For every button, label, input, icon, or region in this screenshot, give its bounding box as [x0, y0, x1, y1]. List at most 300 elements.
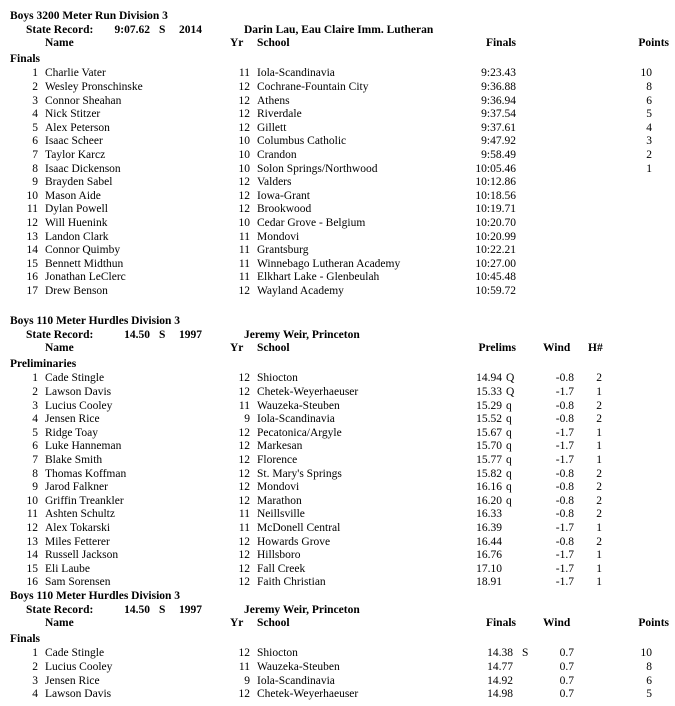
- athlete-name: Ashten Schultz: [45, 508, 115, 521]
- athlete-name: Jarod Falkner: [45, 481, 108, 494]
- header-school: School: [257, 342, 290, 355]
- school: Chetek-Weyerhaeuser: [257, 688, 359, 701]
- place: 3: [32, 94, 38, 107]
- result-row: [0, 163, 675, 177]
- prelim-time: 15.77: [476, 454, 502, 466]
- school: Faith Christian: [257, 576, 326, 589]
- athlete-name: Lawson Davis: [45, 386, 112, 398]
- round-name: Preliminaries: [10, 357, 77, 370]
- wind: -1.7: [555, 440, 574, 453]
- wind: -0.8: [555, 481, 574, 494]
- year: 12: [238, 285, 250, 297]
- result-row: [0, 647, 675, 661]
- event-title: [0, 10, 675, 24]
- record-flag: S: [159, 603, 166, 616]
- athlete-name: Jonathan LeClerc: [45, 271, 126, 284]
- athlete-name: Jensen Rice: [45, 674, 100, 687]
- heat: 1: [596, 454, 602, 466]
- final-time: 14.77: [487, 661, 513, 673]
- athlete-name: Nick Stitzer: [45, 108, 101, 121]
- year: 10: [238, 217, 250, 229]
- qualifier: q: [506, 494, 512, 507]
- school: Shiocton: [257, 372, 298, 385]
- final-time: 14.38: [487, 647, 513, 660]
- heat: 1: [596, 562, 602, 575]
- column-headers: [0, 37, 675, 51]
- school: Mondovi: [257, 481, 300, 494]
- year: 11: [238, 399, 250, 412]
- school: Wauzeka-Steuben: [257, 399, 340, 412]
- points: 8: [646, 661, 652, 673]
- heat: 1: [596, 426, 602, 439]
- heat: 2: [596, 481, 602, 494]
- athlete-name: Brayden Sabel: [45, 176, 113, 189]
- result-row: [0, 372, 675, 386]
- athlete-name: Russell Jackson: [45, 549, 119, 562]
- place: 5: [32, 121, 38, 134]
- school: Hillsboro: [257, 549, 301, 562]
- year: 12: [238, 108, 250, 121]
- school: Crandon: [257, 149, 297, 161]
- prelim-time: 16.20: [476, 494, 502, 507]
- athlete-name: Eli Laube: [45, 562, 91, 575]
- school: Columbus Catholic: [257, 135, 347, 148]
- qualifier: q: [506, 399, 512, 412]
- qualifier: q: [506, 467, 512, 480]
- place: 7: [32, 149, 38, 161]
- header-prelims: Prelims: [478, 342, 516, 355]
- heat: 2: [596, 372, 602, 385]
- wind: -1.7: [555, 426, 574, 439]
- place: 3: [32, 399, 38, 412]
- athlete-name: Lucius Cooley: [45, 661, 113, 673]
- place: 14: [26, 549, 38, 562]
- school: Cochrane-Fountain City: [257, 81, 369, 93]
- record-flag: S: [522, 647, 529, 660]
- result-row: [0, 122, 675, 136]
- result-row: [0, 203, 675, 217]
- year: 12: [238, 121, 250, 134]
- qualifier: Q: [506, 372, 515, 385]
- state-record: [0, 329, 675, 343]
- school: Florence: [257, 454, 298, 466]
- year: 12: [238, 81, 250, 93]
- result-row: [0, 522, 675, 536]
- round-label: [0, 358, 675, 372]
- place: 8: [32, 162, 38, 175]
- heat: 2: [596, 535, 602, 548]
- result-row: [0, 427, 675, 441]
- wind: -1.7: [555, 576, 574, 589]
- points: 5: [646, 108, 652, 121]
- school: Riverdale: [257, 108, 302, 121]
- wind: -0.8: [555, 467, 574, 480]
- place: 4: [32, 108, 38, 121]
- year: 12: [238, 647, 250, 660]
- result-row: [0, 271, 675, 285]
- final-time: 10:12.86: [475, 176, 516, 189]
- final-time: 14.98: [487, 688, 513, 701]
- points: 8: [646, 81, 652, 93]
- qualifier: q: [506, 440, 512, 453]
- qualifier: q: [506, 481, 512, 494]
- header-school: School: [257, 37, 290, 50]
- record-year: 1997: [179, 603, 202, 616]
- points: 6: [646, 674, 652, 687]
- final-time: 9:36.94: [481, 94, 516, 107]
- place: 10: [26, 494, 38, 507]
- place: 15: [26, 562, 38, 575]
- header-name: Name: [45, 342, 74, 355]
- wind: -1.7: [555, 386, 574, 398]
- heat: 1: [596, 386, 602, 398]
- prelim-time: 15.70: [476, 440, 502, 453]
- year: 12: [238, 440, 250, 453]
- points: 1: [646, 162, 652, 175]
- final-time: 10:05.46: [475, 162, 516, 175]
- year: 11: [238, 244, 250, 257]
- place: 16: [26, 271, 38, 284]
- result-row: [0, 244, 675, 258]
- year: 12: [238, 203, 250, 216]
- athlete-name: Alex Tokarski: [45, 522, 111, 534]
- header-wind: Wind: [543, 342, 571, 355]
- result-row: [0, 285, 675, 299]
- round-label: [0, 53, 675, 67]
- column-headers: [0, 617, 675, 631]
- place: 8: [32, 467, 38, 480]
- result-row: [0, 508, 675, 522]
- result-row: [0, 95, 675, 109]
- athlete-name: Connor Sheahan: [45, 94, 122, 107]
- year: 11: [238, 230, 250, 243]
- result-row: [0, 67, 675, 81]
- year: 12: [238, 189, 250, 202]
- athlete-name: Lawson Davis: [45, 688, 112, 701]
- place: 17: [26, 285, 38, 297]
- final-time: 10:20.70: [475, 217, 516, 229]
- year: 12: [238, 688, 250, 701]
- header-school: School: [257, 617, 290, 630]
- result-row: [0, 400, 675, 414]
- school: Shiocton: [257, 647, 298, 660]
- record-holder: Darin Lau, Eau Claire Imm. Lutheran: [244, 23, 434, 36]
- year: 12: [238, 549, 250, 562]
- wind: -1.7: [555, 562, 574, 575]
- points: 4: [646, 121, 652, 134]
- event-title-text: Boys 110 Meter Hurdles Division 3: [10, 315, 181, 327]
- place: 4: [32, 688, 38, 701]
- school: Solon Springs/Northwood: [257, 162, 378, 175]
- place: 10: [26, 189, 38, 202]
- athlete-name: Wesley Pronschinske: [45, 81, 143, 93]
- result-row: [0, 481, 675, 495]
- school: Marathon: [257, 494, 302, 507]
- year: 12: [238, 562, 250, 575]
- place: 1: [32, 647, 38, 660]
- school: Cedar Grove - Belgium: [257, 217, 366, 229]
- wind: -0.8: [555, 413, 574, 426]
- result-row: [0, 149, 675, 163]
- heat: 2: [596, 508, 602, 521]
- record-flag: S: [159, 328, 166, 341]
- points: 5: [646, 688, 652, 701]
- year: 10: [238, 162, 250, 175]
- prelim-time: 15.52: [476, 413, 502, 426]
- year: 12: [238, 494, 250, 507]
- school: Gillett: [257, 121, 287, 134]
- wind: 0.7: [559, 674, 574, 687]
- school: Winnebago Lutheran Academy: [257, 257, 401, 270]
- heat: 2: [596, 399, 602, 412]
- header-name: Name: [45, 37, 74, 50]
- round-label: [0, 633, 675, 647]
- record-label: State Record:: [26, 603, 94, 616]
- year: 9: [244, 413, 250, 426]
- athlete-name: Bennett Midthun: [45, 257, 124, 270]
- year: 12: [238, 467, 250, 480]
- record-holder: Jeremy Weir, Princeton: [244, 603, 360, 616]
- year: 10: [238, 135, 250, 148]
- final-time: 10:59.72: [475, 285, 516, 297]
- wind: 0.7: [559, 661, 574, 673]
- result-row: [0, 495, 675, 509]
- result-row: [0, 413, 675, 427]
- final-time: 10:18.56: [475, 189, 516, 202]
- record-label: State Record:: [26, 23, 94, 36]
- header-name: Name: [45, 617, 74, 630]
- athlete-name: Miles Fetterer: [45, 535, 110, 548]
- place: 6: [32, 440, 38, 453]
- school: Neillsville: [257, 508, 305, 521]
- header-yr: Yr: [230, 37, 244, 50]
- round-name: Finals: [10, 632, 41, 645]
- points: 10: [640, 647, 652, 660]
- athlete-name: Sam Sorensen: [45, 576, 111, 589]
- school: Valders: [257, 176, 292, 189]
- athlete-name: Luke Hanneman: [45, 440, 122, 453]
- final-time: 9:36.88: [481, 81, 516, 93]
- place: 5: [32, 426, 38, 439]
- athlete-name: Will Huenink: [45, 217, 108, 229]
- place: 14: [26, 244, 38, 257]
- final-time: 10:22.21: [475, 244, 516, 257]
- athlete-name: Isaac Scheer: [45, 135, 103, 148]
- place: 9: [32, 176, 38, 189]
- place: 2: [32, 81, 38, 93]
- place: 13: [26, 535, 38, 548]
- wind: -0.8: [555, 535, 574, 548]
- place: 1: [32, 372, 38, 385]
- school: McDonell Central: [257, 522, 341, 534]
- year: 11: [238, 661, 250, 673]
- year: 11: [238, 508, 250, 521]
- result-row: [0, 468, 675, 482]
- event-title: [0, 315, 675, 329]
- result-row: [0, 536, 675, 550]
- athlete-name: Alex Peterson: [45, 121, 110, 134]
- school: Fall Creek: [257, 562, 306, 575]
- wind: -0.8: [555, 399, 574, 412]
- place: 7: [32, 454, 38, 466]
- record-time: 14.50: [124, 328, 150, 341]
- place: 16: [26, 576, 38, 589]
- prelim-time: 16.33: [476, 508, 502, 521]
- record-flag: S: [159, 23, 166, 36]
- prelim-time: 15.82: [476, 467, 502, 480]
- year: 12: [238, 372, 250, 385]
- state-record: [0, 604, 675, 618]
- year: 12: [238, 535, 250, 548]
- athlete-name: Jensen Rice: [45, 413, 100, 426]
- school: Iola-Scandinavia: [257, 67, 335, 80]
- school: Howards Grove: [257, 535, 331, 548]
- year: 12: [238, 454, 250, 466]
- place: 3: [32, 674, 38, 687]
- school: Athens: [257, 94, 290, 107]
- school: Mondovi: [257, 230, 300, 243]
- wind: 0.7: [559, 688, 574, 701]
- final-time: 9:37.61: [481, 121, 516, 134]
- result-row: [0, 386, 675, 400]
- year: 10: [238, 149, 250, 161]
- final-time: 9:58.49: [481, 149, 516, 161]
- points: 6: [646, 94, 652, 107]
- final-time: 10:19.71: [475, 203, 516, 216]
- year: 11: [238, 271, 250, 284]
- heat: 1: [596, 522, 602, 534]
- wind: -0.8: [555, 508, 574, 521]
- place: 12: [26, 217, 38, 229]
- final-time: 9:47.92: [481, 135, 516, 148]
- athlete-name: Griffin Treankler: [45, 494, 124, 507]
- school: Iola-Scandinavia: [257, 674, 335, 687]
- year: 12: [238, 94, 250, 107]
- year: 11: [238, 67, 250, 80]
- year: 11: [238, 257, 250, 270]
- school: Pecatonica/Argyle: [257, 426, 342, 439]
- record-label: State Record:: [26, 328, 94, 341]
- heat: 1: [596, 549, 602, 562]
- prelim-time: 15.67: [476, 426, 502, 439]
- athlete-name: Connor Quimby: [45, 244, 121, 257]
- school: Elkhart Lake - Glenbeulah: [257, 271, 380, 284]
- final-time: 10:20.99: [475, 230, 516, 243]
- result-row: [0, 135, 675, 149]
- record-time: 14.50: [124, 603, 150, 616]
- result-row: [0, 549, 675, 563]
- result-row: [0, 81, 675, 95]
- result-row: [0, 176, 675, 190]
- athlete-name: Thomas Koffman: [45, 467, 127, 480]
- result-row: [0, 440, 675, 454]
- year: 12: [238, 426, 250, 439]
- event-title: [0, 590, 675, 604]
- wind: -1.7: [555, 549, 574, 562]
- school: St. Mary's Springs: [257, 467, 342, 480]
- column-headers: [0, 342, 675, 356]
- place: 2: [32, 661, 38, 673]
- school: Chetek-Weyerhaeuser: [257, 386, 359, 398]
- qualifier: q: [506, 426, 512, 439]
- school: Grantsburg: [257, 244, 309, 257]
- school: Iowa-Grant: [257, 189, 311, 202]
- prelim-time: 15.29: [476, 399, 502, 412]
- header-yr: Yr: [230, 617, 244, 630]
- result-row: [0, 454, 675, 468]
- heat: 1: [596, 440, 602, 453]
- final-time: 10:27.00: [475, 257, 516, 270]
- year: 12: [238, 176, 250, 189]
- year: 12: [238, 481, 250, 494]
- result-row: [0, 563, 675, 577]
- record-holder: Jeremy Weir, Princeton: [244, 328, 360, 341]
- result-row: [0, 231, 675, 245]
- prelim-time: 14.94: [476, 372, 502, 385]
- result-row: [0, 190, 675, 204]
- wind: -1.7: [555, 522, 574, 534]
- place: 4: [32, 413, 38, 426]
- qualifier: q: [506, 413, 512, 426]
- athlete-name: Ridge Toay: [45, 426, 98, 439]
- wind: -0.8: [555, 372, 574, 385]
- header-finals: Finals: [485, 617, 516, 630]
- place: 15: [26, 257, 38, 270]
- year: 11: [238, 522, 250, 534]
- place: 11: [26, 508, 38, 521]
- heat: 1: [596, 576, 602, 589]
- final-time: 14.92: [487, 674, 513, 687]
- school: Wauzeka-Steuben: [257, 661, 340, 673]
- final-time: 9:23.43: [481, 67, 516, 80]
- athlete-name: Lucius Cooley: [45, 399, 113, 412]
- athlete-name: Drew Benson: [45, 285, 108, 297]
- place: 9: [32, 481, 38, 494]
- athlete-name: Cade Stingle: [45, 647, 105, 660]
- athlete-name: Cade Stingle: [45, 372, 105, 385]
- heat: 2: [596, 467, 602, 480]
- round-name: Finals: [10, 52, 41, 65]
- prelim-time: 15.33: [476, 386, 502, 398]
- wind: 0.7: [559, 647, 574, 660]
- place: 13: [26, 230, 38, 243]
- prelim-time: 17.10: [476, 562, 502, 575]
- result-row: [0, 108, 675, 122]
- result-row: [0, 661, 675, 675]
- year: 9: [244, 674, 250, 687]
- points: 2: [646, 149, 652, 161]
- athlete-name: Dylan Powell: [45, 203, 108, 216]
- result-row: [0, 576, 675, 590]
- athlete-name: Blake Smith: [45, 454, 103, 466]
- record-time: 9:07.62: [114, 23, 150, 36]
- record-year: 1997: [179, 328, 202, 341]
- athlete-name: Mason Aide: [45, 189, 101, 202]
- result-row: [0, 258, 675, 272]
- place: 6: [32, 135, 38, 148]
- final-time: 10:45.48: [475, 271, 516, 284]
- year: 12: [238, 576, 250, 589]
- result-row: [0, 675, 675, 689]
- prelim-time: 16.76: [476, 549, 502, 562]
- event-title-text: Boys 110 Meter Hurdles Division 3: [10, 590, 181, 602]
- final-time: 9:37.54: [481, 108, 516, 121]
- place: 11: [26, 203, 38, 216]
- school: Brookwood: [257, 203, 312, 216]
- points: 3: [646, 135, 652, 148]
- heat: 2: [596, 413, 602, 426]
- prelim-time: 16.39: [476, 522, 502, 534]
